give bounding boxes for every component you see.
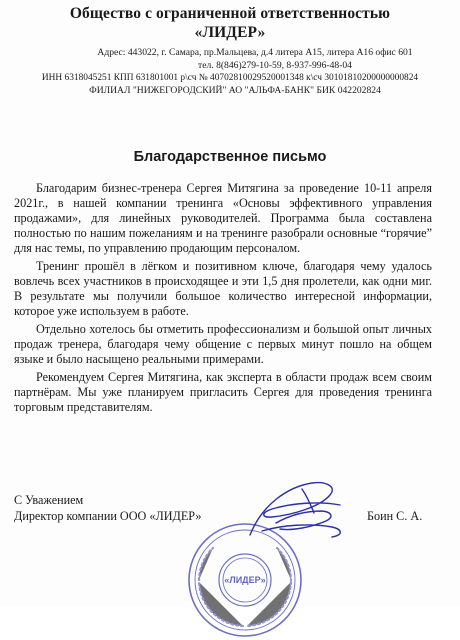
body-paragraph: Благодарим бизнес-тренера Сергея Митягина за проведение 10-11 апреля 2021г., в нашей компании тренинга «Основы эффективного управления продажами», для линейных руководителей. Программа была составлена полностью по нашим пожеланиям и на тренинге разобрали основные “горячие” для нас темы, по управлению продающим персоналом. bbox=[14, 181, 432, 255]
body-paragraph: Отдельно хотелось бы отметить профессионализм и большой опыт личных продаж тренера, благодаря чему общение с первых минут пошло на общем языке и было насыщено реальными примерами. bbox=[14, 322, 432, 366]
company-phones: тел. 8(846)279-10-59, 8-937-996-48-04 bbox=[198, 60, 352, 71]
stamp-center-text: «ЛИДЕР» bbox=[224, 575, 266, 585]
body-paragraph: Рекомендуем Сергея Митягина, как эксперта в области продаж всем своим партнёрам. Мы уже планируем пригласить Сергея для проведения тренинга торговым представителям. bbox=[14, 370, 432, 414]
company-address: Адрес: 443022, г. Самара, пр.Мальцева, д.4 литера А15, литера А16 офис 601 bbox=[97, 47, 413, 58]
letter-title: Благодарственное письмо bbox=[133, 149, 327, 165]
company-name-line2: «ЛИДЕР» bbox=[194, 24, 266, 41]
letter-body bbox=[14, 181, 432, 418]
company-name-line1: Общество с ограниченной ответственностью bbox=[69, 5, 391, 22]
company-bank-branch: ФИЛИАЛ "НИЖЕГОРОДСКИЙ" АО "АЛЬФА-БАНК" БИК 042202824 bbox=[89, 85, 381, 96]
signature-name: Боин С. А. bbox=[367, 509, 423, 523]
director-signature bbox=[232, 465, 357, 555]
body-paragraph: Тренинг прошёл в лёгком и позитивном ключе, благодаря чему удалось вовлечь всех участников в происходящее и эти 1,5 дня пролетели, как одни миг. В результате мы получили большое количество интересной информации, которое уже используем в работе. bbox=[14, 259, 432, 318]
company-bank-accounts: ИНН 6318045251 КПП 631801001 р\сч № 40702810029520001348 к\сч 30101810200000000824 bbox=[41, 73, 419, 83]
signature-greeting: С Уважением bbox=[14, 493, 84, 507]
signature-position: Директор компании ООО «ЛИДЕР» bbox=[14, 509, 202, 523]
